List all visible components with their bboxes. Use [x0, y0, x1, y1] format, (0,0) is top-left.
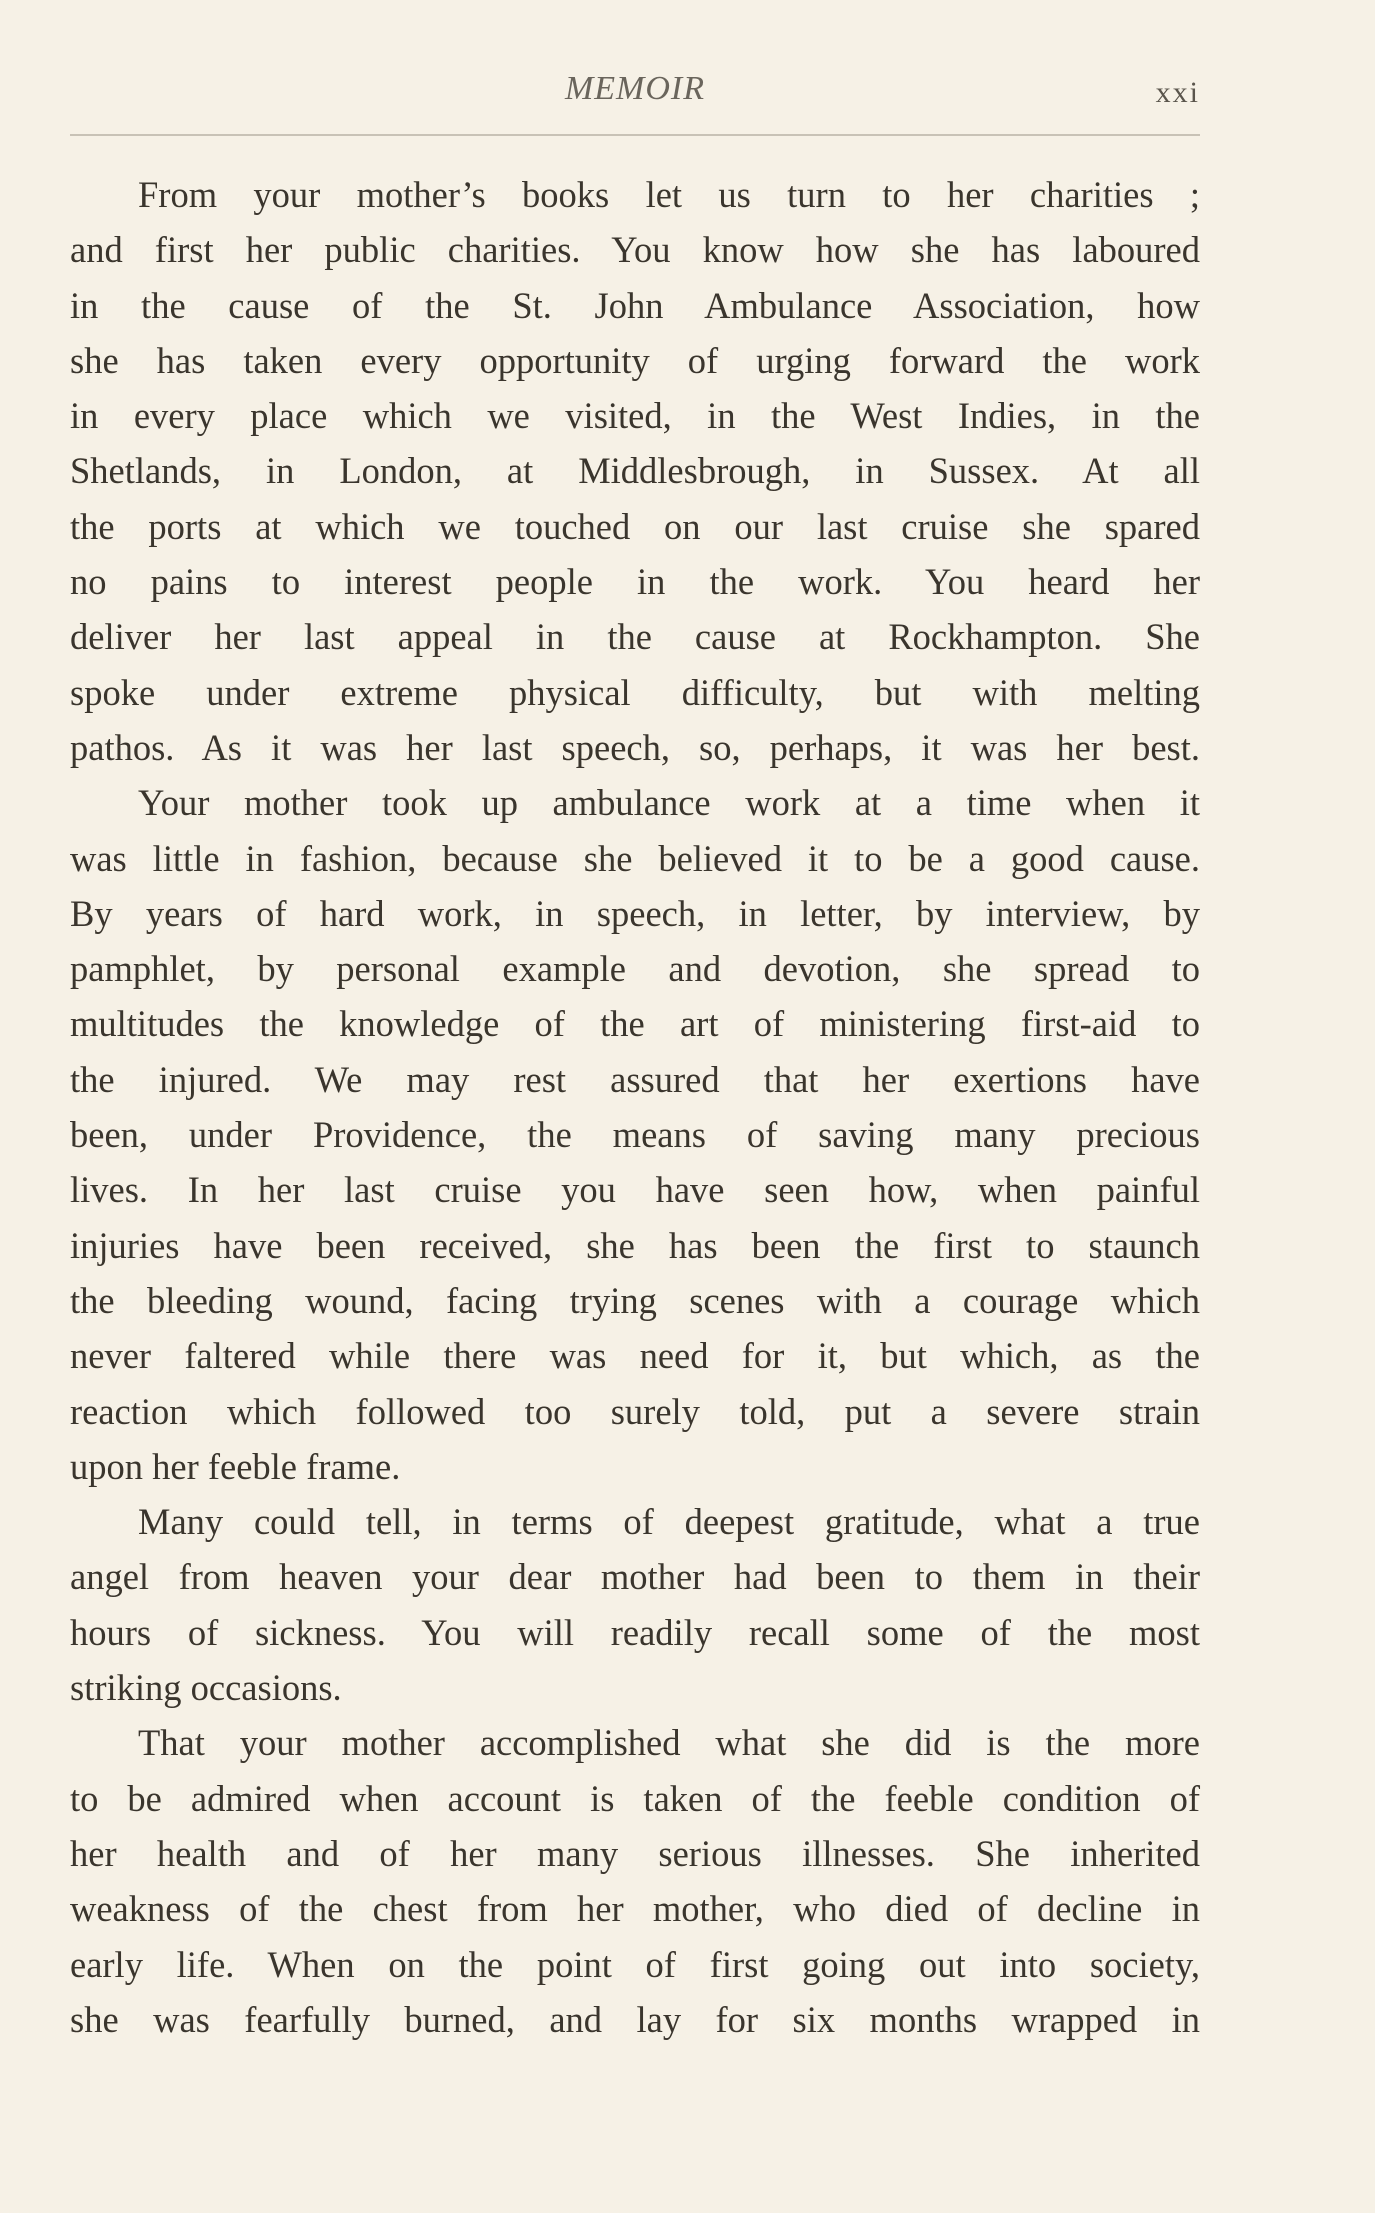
text-line: weakness of the chest from her mother, who died of decline in — [70, 1888, 1200, 1930]
paragraph — [70, 1494, 1200, 1715]
text-line: she has taken every opportunity of urging forward the work — [70, 339, 1200, 381]
text-line: Many could tell, in terms of deepest gratitude, what a true — [138, 1501, 1200, 1543]
text-line: spoke under extreme physical difficulty, but with melting — [70, 671, 1200, 713]
text-line: multitudes the knowledge of the art of ministering first-aid to — [70, 1003, 1200, 1045]
text-line: angel from heaven your dear mother had been to them in their — [70, 1556, 1200, 1598]
text-line: reaction which followed too surely told, put a severe strain — [70, 1390, 1200, 1432]
text-line: the injured. We may rest assured that her exertions have — [70, 1058, 1200, 1100]
page-number: xxi — [1155, 76, 1200, 109]
text-line: never faltered while there was need for it, but which, as the — [70, 1335, 1200, 1377]
text-line: upon her feeble frame. — [70, 1445, 401, 1487]
text-line: hours of sickness. You will readily recall some of the most — [70, 1611, 1200, 1653]
text-line: early life. When on the point of first going out into society, — [70, 1943, 1200, 1985]
text-line: Your mother took up ambulance work at a time when it — [138, 782, 1200, 824]
text-line: pathos. As it was her last speech, so, perhaps, it was her best. — [70, 726, 1200, 768]
text-line: her health and of her many serious illnesses. She inherited — [70, 1832, 1200, 1874]
text-line: injuries have been received, she has been the first to staunch — [70, 1224, 1200, 1266]
text-line: That your mother accomplished what she did is the more — [138, 1722, 1200, 1764]
text-line: in the cause of the St. John Ambulance Association, how — [70, 284, 1200, 326]
paragraph — [70, 775, 1200, 1494]
header-rule — [70, 134, 1200, 136]
text-line: no pains to interest people in the work. You heard her — [70, 561, 1200, 603]
text-line: she was fearfully burned, and lay for six months wrapped in — [70, 1998, 1200, 2040]
running-head-title: MEMOIR — [564, 70, 706, 107]
text-line: and first her public charities. You know how she has laboured — [70, 229, 1200, 271]
text-line: pamphlet, by personal example and devotion, she spread to — [70, 948, 1200, 990]
text-line: the ports at which we touched on our last cruise she spared — [70, 505, 1200, 547]
text-line: to be admired when account is taken of the feeble condition of — [70, 1777, 1200, 1819]
text-line: Shetlands, in London, at Middlesbrough, in Sussex. At all — [70, 450, 1200, 492]
text-line: deliver her last appeal in the cause at Rockhampton. She — [70, 616, 1200, 658]
text-line: was little in fashion, because she believed it to be a good cause. — [70, 837, 1200, 879]
text-line: By years of hard work, in speech, in letter, by interview, by — [70, 892, 1200, 934]
text-line: striking occasions. — [70, 1667, 342, 1709]
body-text — [70, 167, 1200, 2047]
text-line: From your mother’s books let us turn to her charities ; — [138, 174, 1200, 215]
text-line: the bleeding wound, facing trying scenes with a courage which — [70, 1279, 1200, 1321]
paragraph — [70, 167, 1200, 775]
running-head — [70, 66, 1200, 114]
text-line: been, under Providence, the means of saving many precious — [70, 1114, 1200, 1156]
text-line: lives. In her last cruise you have seen how, when painful — [70, 1169, 1200, 1211]
text-line: in every place which we visited, in the West Indies, in the — [70, 395, 1200, 437]
paragraph — [70, 1715, 1200, 2047]
